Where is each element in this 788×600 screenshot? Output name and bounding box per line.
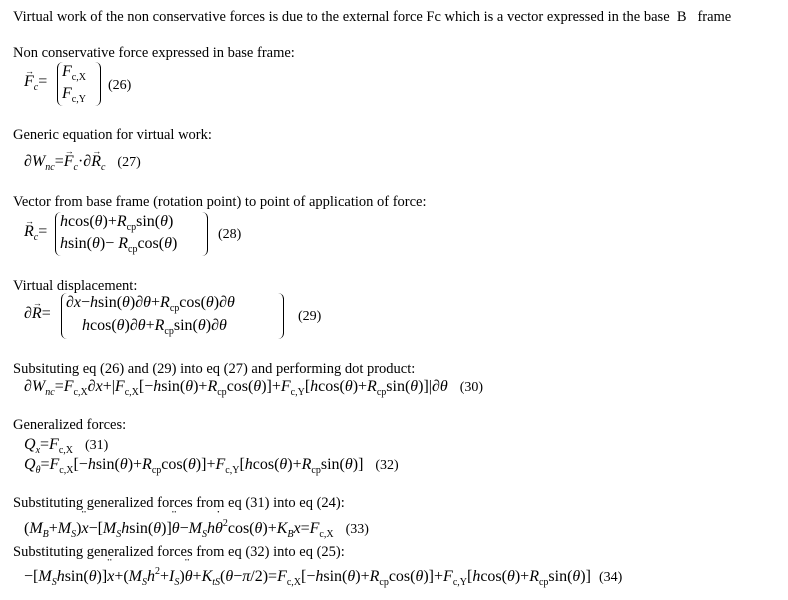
eq28-number: (28) <box>218 227 242 242</box>
s26-title: Non conservative force expressed in base frame: <box>13 45 295 61</box>
eq32-number: (32) <box>375 458 399 473</box>
s28-title: Vector from base frame (rotation point) to point of application of force: <box>13 194 427 210</box>
eq26-row1: $F_{c,X}$ <box>62 63 86 83</box>
intro-base-letter: B <box>676 9 687 25</box>
s27-title: Generic equation for virtual work: <box>13 127 212 143</box>
eq34: $-[M_Shsin(\theta)]¨$ $x+(M_Sh^2+I_S)¨$ $\theta+K_{tS}(\theta-\pi/2)=F_{c,X}[-hsin(\theta)+R_{cp}\cos(\theta)]+F_{c,Y}[hcos(\theta)+R_{cp}\sin(\theta)]$ (34) <box>24 567 622 588</box>
eq27-number: (27) <box>117 155 141 170</box>
eq33-number: (33) <box>345 522 369 537</box>
intro-line <box>13 8 731 26</box>
eq29-right-brace <box>277 293 284 339</box>
eq29-lhs: ∂→ R= <box>24 304 51 324</box>
s29-title: Virtual displacement: <box>13 278 138 294</box>
intro-text: Virtual work of the non conservative forces is due to the external force Fc which is a vector expressed in the base <box>13 9 670 25</box>
eq34-number: (34) <box>598 570 623 585</box>
eq28-lhs: → $R_c=$ <box>24 222 47 242</box>
eq28-row1: $hcos(\theta)+R_{cp}\sin(\theta)$ <box>60 213 174 233</box>
eq30: $\partial W_{nc}=F_{c,X}\partial x+|F_{c,X}[-hsin(\theta)+R_{cp}\cos(\theta)]+F_{c,Y}[hcos(\theta)+R_{cp}\sin(\theta)]|\partial\theta$ (30) <box>24 378 484 398</box>
eq30-number: (30) <box>459 380 484 395</box>
eq26-lhs: → $F_c=$ <box>24 72 47 92</box>
eq31-number: (31) <box>85 438 109 453</box>
intro-tail: frame <box>697 9 732 25</box>
eq33: $(M_B+M_S)¨$ $x-[M_Shsin(\theta)]¨$ $\theta-M_Sh˙$ $\theta^2\cos(\theta)+K_Bx=F_{c,X}$ (33) <box>24 519 369 540</box>
s31-title: Generalized forces: <box>13 417 127 433</box>
eq26-number: (26) <box>108 78 132 93</box>
eq26-row2: $F_{c,Y}$ <box>62 85 86 105</box>
s34-title: Substituting generalized forces from eq (32) into eq (25): <box>13 544 345 560</box>
eq26-right-brace <box>94 62 101 106</box>
eq29-number: (29) <box>298 309 322 324</box>
eq28-right-brace <box>201 212 208 256</box>
eq29-row2: $hcos(\theta)\partial\theta+R_{cp}\sin(\theta)\partial\theta$ <box>82 317 227 337</box>
eq32: $Q_\theta=F_{c,X}[-hsin(\theta)+R_{cp}\cos(\theta)]+F_{c,Y}[hcos(\theta)+R_{cp}\sin(\theta)]$ (32) <box>24 456 399 476</box>
eq29-row1: $\partial x-hsin(\theta)\partial\theta+R_{cp}\cos(\theta)\partial\theta$ <box>66 294 235 314</box>
eq28-row2: $hsin(\theta)- R_{cp}\cos(\theta)$ <box>60 235 178 255</box>
eq31: $Q_x=F_{c,X}$ (31) <box>24 436 109 456</box>
s33-title: Substituting generalized forces from eq (31) into eq (24): <box>13 495 345 511</box>
eq27: $\partial W_{nc}=\to F_c\cdot\partial\to R_c$ (27) <box>24 152 141 173</box>
s30-title: Subsituting eq (26) and (29) into eq (27) and performing dot product: <box>13 361 416 377</box>
